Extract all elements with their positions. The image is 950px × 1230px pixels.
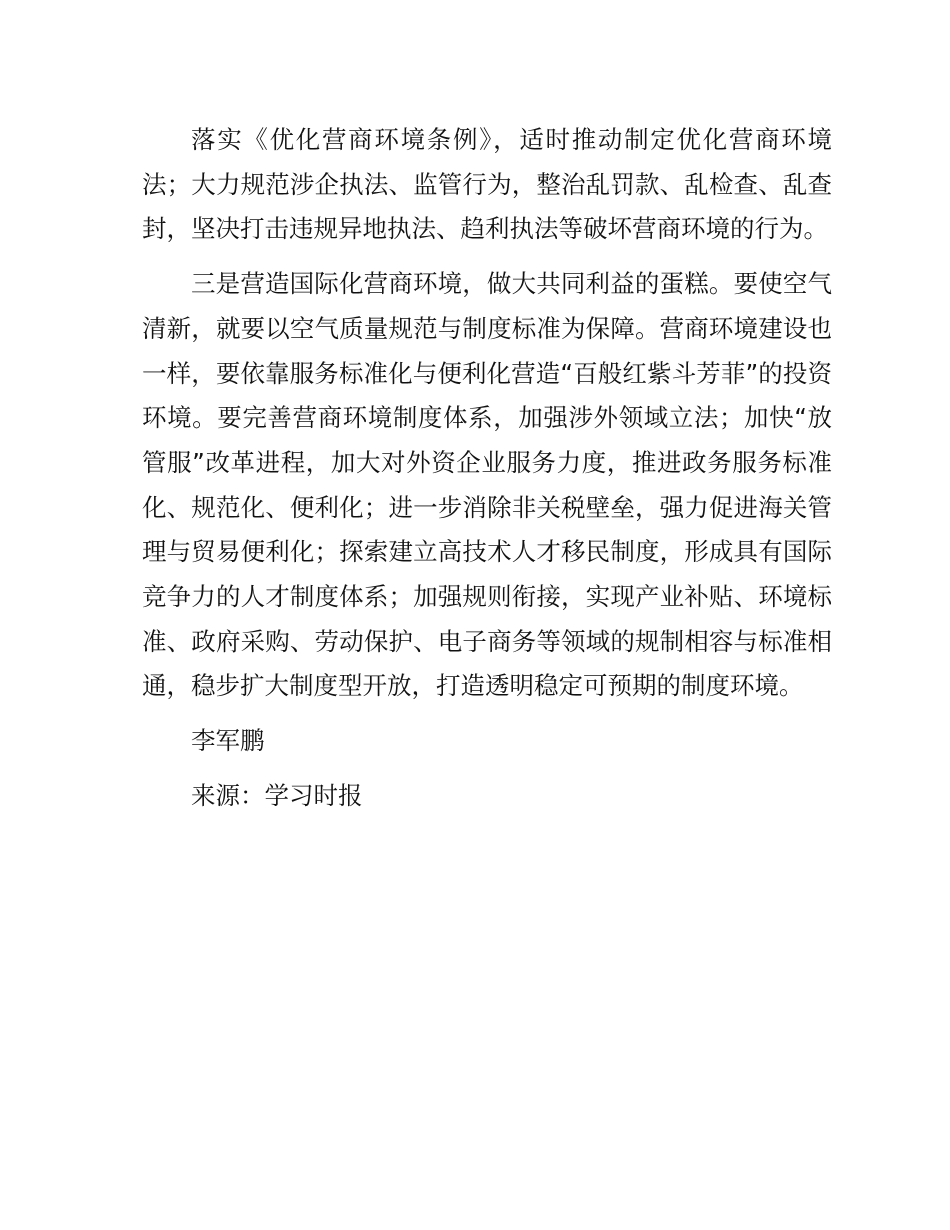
- paragraph-1: 落实《优化营商环境条例》，适时推动制定优化营商环境法；大力规范涉企执法、监管行为，整治乱罚款、乱检查、乱查封，坚决打击违规异地执法、趋利执法等破坏营商环境的行为。: [142, 125, 832, 244]
- author-name: 李军鹏: [191, 726, 265, 756]
- document-page: [142, 118, 832, 829]
- source-line: 来源：学习时报: [191, 780, 363, 810]
- paragraph-2: 三是营造国际化营商环境，做大共同利益的蛋糕。要使空气清新，就要以空气质量规范与制度标准为保障。营商环境建设也一样，要依靠服务标准化与便利化营造“百般红紫斗芳菲”的投资环境。要完善营商环境制度体系，加强涉外领域立法；加快“放管服”改革进程，加大对外资企业服务力度，推进政务服务标准化、规范化、便利化；进一步消除非关税壁垒，强力促进海关管理与贸易便利化；探索建立高技术人才移民制度，形成具有国际竞争力的人才制度体系；加强规则衔接，实现产业补贴、环境标准、政府采购、劳动保护、电子商务等领域的规制相容与标准相通，稳步扩大制度型开放，打造透明稳定可预期的制度环境。: [142, 269, 832, 701]
